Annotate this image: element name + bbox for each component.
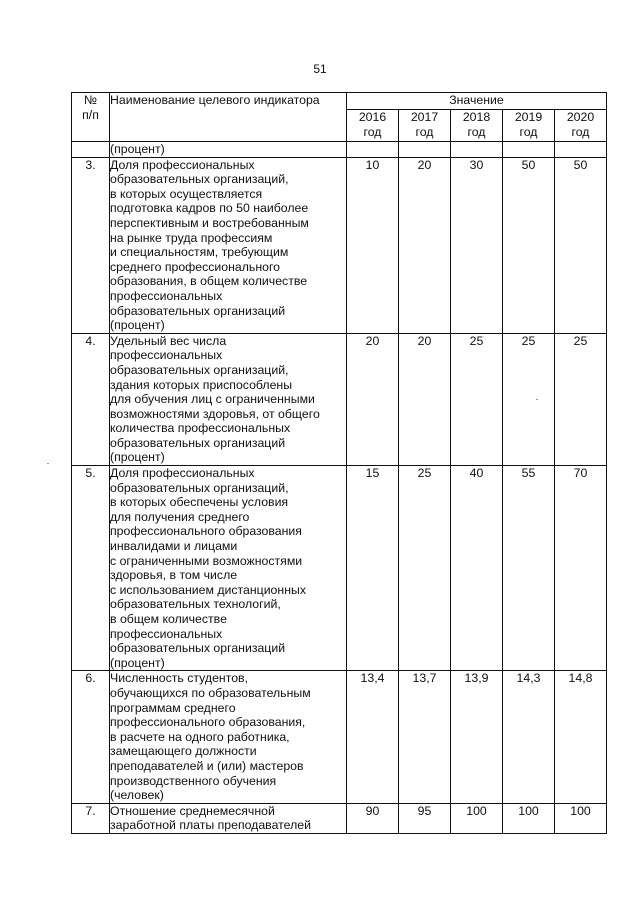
value-2017: 25 xyxy=(399,466,451,671)
continuation-name: (процент) xyxy=(110,142,347,158)
table-row xyxy=(72,803,607,833)
header-year-2018: 2018 год xyxy=(451,110,503,142)
row-number: 5. xyxy=(72,466,110,671)
value-2019: 55 xyxy=(503,466,555,671)
table-row xyxy=(72,671,607,803)
value-2020: 70 xyxy=(555,466,607,671)
value-2016: 15 xyxy=(347,466,399,671)
row-number: 4. xyxy=(72,333,110,465)
value-2016: 10 xyxy=(347,157,399,333)
value-2018: 30 xyxy=(451,157,503,333)
row-indicator-name: Численность студентов, обучающихся по образовательным программам среднего профессионального образования, в расчете на одного работника, замещающего должности преподавателей и (или) мастеров производственного обучения (человек) xyxy=(110,671,347,803)
continuation-row xyxy=(72,142,607,158)
continuation-value-cell xyxy=(399,142,451,158)
value-2019: 100 xyxy=(503,803,555,833)
row-indicator-name: Удельный вес числа профессиональных образовательных организаций, здания которых приспособлены для обучения лиц с ограниченными возможностями здоровья, от общего количества профессиональных образовательных организаций (процент) xyxy=(110,333,347,465)
row-number: 6. xyxy=(72,671,110,803)
continuation-value-cell xyxy=(347,142,399,158)
row-indicator-name: Доля профессиональных образовательных организаций, в которых обеспечены условия для получения среднего профессионального образования инвалидами и лицами с ограниченными возможностями здоровья, в том числе с использованием дистанционных образовательных технологий, в общем количестве профессиональных образовательных организаций (процент) xyxy=(110,466,347,671)
value-2016: 20 xyxy=(347,333,399,465)
table-row xyxy=(72,466,607,671)
value-2016: 13,4 xyxy=(347,671,399,803)
value-2016: 90 xyxy=(347,803,399,833)
value-2018: 40 xyxy=(451,466,503,671)
row-number: 7. xyxy=(72,803,110,833)
value-2018: 13,9 xyxy=(451,671,503,803)
continuation-value-cell xyxy=(555,142,607,158)
header-year-2017: 2017 год xyxy=(399,110,451,142)
header-value: Значение xyxy=(347,93,607,110)
value-2020: 50 xyxy=(555,157,607,333)
value-2019: 14,3 xyxy=(503,671,555,803)
scan-speck xyxy=(536,399,538,400)
continuation-number xyxy=(72,142,110,158)
value-2019: 25 xyxy=(503,333,555,465)
value-2019: 50 xyxy=(503,157,555,333)
value-2020: 14,8 xyxy=(555,671,607,803)
row-indicator-name: Доля профессиональных образовательных организаций, в которых осуществляется подготовка кадров по 50 наиболее перспективным и востребованным на рынке труда профессиям и специальностям, требующим среднего профессионального образования, в общем количестве профессиональных образовательных организаций (процент) xyxy=(110,157,347,333)
row-number: 3. xyxy=(72,157,110,333)
header-year-2020: 2020 год xyxy=(555,110,607,142)
target-indicators-table xyxy=(71,92,607,834)
value-2020: 100 xyxy=(555,803,607,833)
header-indicator-name: Наименование целевого индикатора xyxy=(110,93,347,142)
value-2018: 25 xyxy=(451,333,503,465)
row-indicator-name: Отношение среднемесячной заработной платы преподавателей xyxy=(110,803,347,833)
value-2018: 100 xyxy=(451,803,503,833)
continuation-value-cell xyxy=(503,142,555,158)
header-year-2016: 2016 год xyxy=(347,110,399,142)
scan-speck xyxy=(47,463,49,464)
value-2020: 25 xyxy=(555,333,607,465)
table-row xyxy=(72,157,607,333)
header-year-2019: 2019 год xyxy=(503,110,555,142)
page-number: 51 xyxy=(313,62,327,76)
header-number: № п/п xyxy=(72,93,110,142)
continuation-value-cell xyxy=(451,142,503,158)
value-2017: 13,7 xyxy=(399,671,451,803)
table-row xyxy=(72,333,607,465)
value-2017: 20 xyxy=(399,333,451,465)
value-2017: 95 xyxy=(399,803,451,833)
value-2017: 20 xyxy=(399,157,451,333)
